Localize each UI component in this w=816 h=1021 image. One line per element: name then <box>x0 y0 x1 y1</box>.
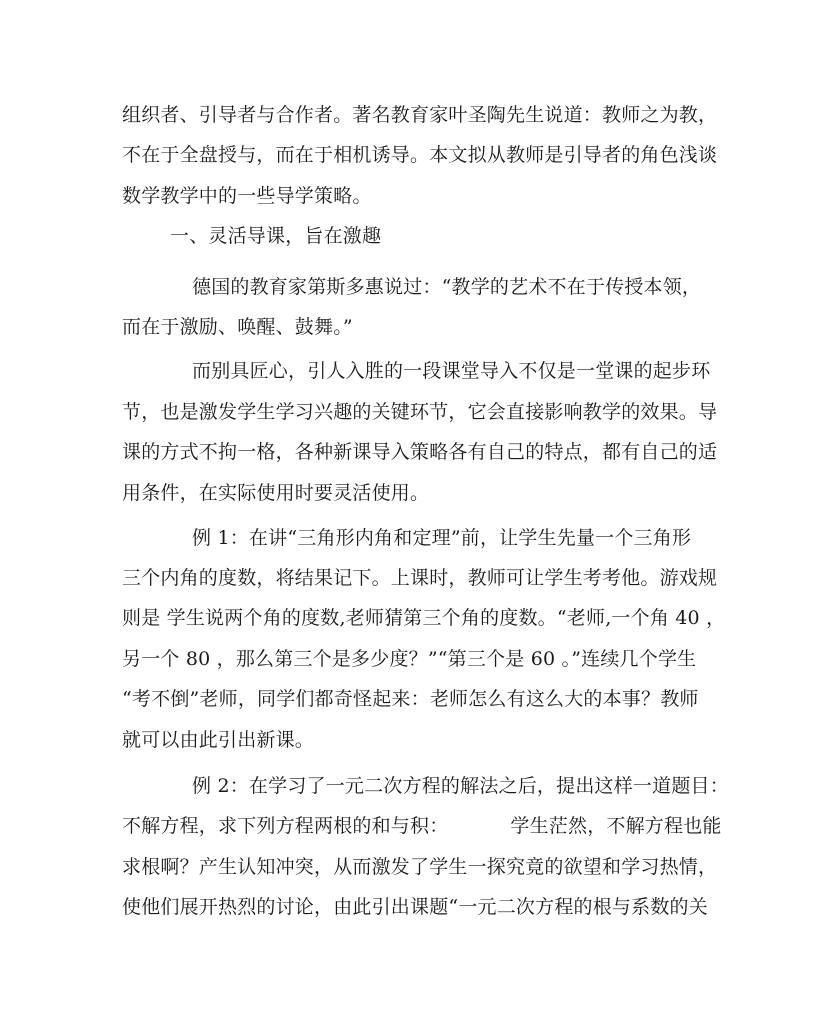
paragraph-line: 课的方式不拘一格，各种新课导入策略各有自己的特点，都有自己的适 <box>122 441 718 463</box>
paragraph-line: 另一个 80 ，那么第三个是多少度？”“第三个是 60 。”连续几个学生 <box>122 648 697 670</box>
paragraph-line: 节，也是激发学生学习兴趣的关键环节，它会直接影响教学的效果。导 <box>122 401 718 423</box>
paragraph-line: 而别具匠心，引人入胜的一段课堂导入不仅是一堂课的起步环 <box>192 360 711 382</box>
paragraph-line: 组织者、引导者与合作者。著名教育家叶圣陶先生说道：教师之为教， <box>122 104 718 126</box>
paragraph-line: “考不倒”老师，同学们都奇怪起来：老师怎么有这么大的本事？教师 <box>122 688 699 710</box>
paragraph-line: 例 2：在学习了一元二次方程的解法之后，提出这样一道题目： <box>192 775 729 797</box>
paragraph-line <box>122 814 722 838</box>
paragraph-line: 例 1：在讲“三角形内角和定理”前，让学生先量一个三角形 <box>192 527 692 549</box>
paragraph-text: 学生茫然，不解方程也能 <box>510 815 722 837</box>
paragraph-line: 就可以由此引出新课。 <box>122 729 315 751</box>
paragraph-line: 德国的教育家第斯多惠说过：“教学的艺术不在于传授本领， <box>192 276 702 298</box>
paragraph-line: 不在于全盘授与，而在于相机诱导。本文拟从教师是引导者的角色浅谈 <box>122 144 718 166</box>
paragraph-line: 用条件，在实际使用时要灵活使用。 <box>122 482 430 504</box>
paragraph-line: 使他们展开热烈的讨论，由此引出课题“一元二次方程的根与系数的关 <box>122 896 708 918</box>
paragraph-text: 不解方程，求下列方程两根的和与积： <box>122 815 449 837</box>
paragraph-line: 数学教学中的一些导学策略。 <box>122 185 372 207</box>
section-heading: 一、灵活导课，旨在激趣 <box>170 225 382 247</box>
paragraph-line: 则是 学生说两个角的度数,老师猜第三个角的度数。“老师,一个角 40 ， <box>122 607 726 629</box>
paragraph-line: 三个内角的度数，将结果记下。上课时，教师可让学生考考他。游戏规 <box>122 567 718 589</box>
paragraph-line: 而在于激励、唤醒、鼓舞。” <box>122 316 353 338</box>
paragraph-line: 求根啊？产生认知冲突，从而激发了学生一探究竟的欲望和学习热情， <box>122 856 718 878</box>
